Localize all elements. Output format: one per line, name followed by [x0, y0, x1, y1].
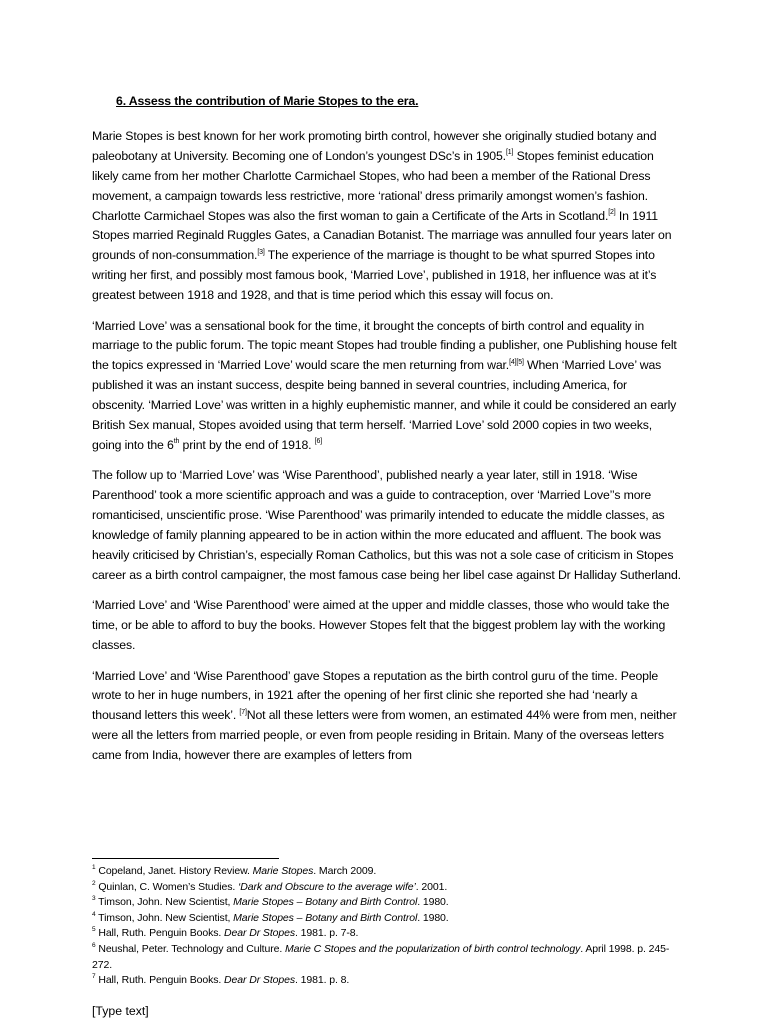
text-run: In 1911 Stopes married Reginald Ruggles Gates, a Canadian Botanist. The marriage was annulled four years later on grounds of non-consummation. — [92, 208, 672, 263]
text-run: The experience of the marriage is thought to be what spurred Stopes into writing her first, and possibly most famous book, ‘Married Love’, published in 1918, her influence was at it’s greatest between 1918 and 1928, and that is time period which this essay will focus on. — [92, 248, 657, 303]
citation-title: ‘Dark and Obscure to the average wife’ — [238, 880, 416, 893]
reference-marker: [6] — [314, 438, 323, 446]
text-run: . 1981. p. 8. — [295, 974, 350, 987]
text-run: . 1980. — [417, 911, 449, 924]
reference-marker: 3 — [92, 895, 96, 903]
footnotes-section — [92, 858, 682, 989]
reference-marker: 7 — [92, 973, 96, 981]
text-run: Timson, John. New Scientist, — [95, 911, 234, 924]
paragraph — [92, 317, 682, 456]
footnote — [92, 895, 682, 911]
footnote — [92, 880, 682, 896]
text-run: . 2001. — [415, 880, 448, 893]
text-run: Marie Stopes is best known for her work promoting birth control, however she originally studied botany and paleobotany at University. Becoming one of London’s youngest DSc’s in 1905. — [92, 128, 657, 163]
reference-marker: 2 — [92, 879, 96, 887]
text-run: print by the end of 1918. — [179, 438, 315, 452]
text-run: . April 1998. p. 245-272. — [92, 942, 670, 971]
reference-marker: 4 — [92, 910, 96, 918]
reference-marker: 6 — [92, 941, 96, 949]
paragraph — [92, 127, 682, 306]
footnote-list — [92, 864, 682, 989]
text-run: . 1981. p. 7-8. — [295, 927, 359, 940]
text-run: Timson, John. New Scientist, — [95, 896, 234, 909]
text-run: . March 2009. — [313, 865, 377, 877]
reference-marker: [2] — [608, 208, 616, 216]
reference-marker: [4][5] — [509, 358, 524, 366]
text-run: The follow up to ‘Married Love’ was ‘Wise Parenthood’, published nearly a year later, still in 1918. ‘Wise Parenthood’ took a more scientific approach and was a guide to contraception, over ‘Married Love’’s more romanticised, unscientific prose. ‘Wise Parenthood’ was primarily intended to educate the middle classes, as knowledge of family planning appeared to be in action within the more educated and affluent. The book was heavily criticised by Christian’s, especially Roman Catholics, but this was not a sole case of criticism in Stopes career as a birth control campaigner, the most famous case being her libel case against Dr Halliday Sutherland. — [92, 468, 681, 582]
citation-title: Marie C Stopes and the popularization of birth control technology — [285, 942, 581, 955]
citation-title: Marie Stopes – Botany and Birth Control — [233, 911, 418, 924]
citation-title: Dear Dr Stopes — [224, 927, 296, 940]
reference-marker: [1] — [505, 149, 514, 157]
text-run: ‘Married Love’ and ‘Wise Parenthood’ gave Stopes a reputation as the birth control guru of the time. People wrote to her in huge numbers, in 1921 after the opening of her first clinic she reported she had ‘nearly a thousand letters this week’. — [92, 668, 659, 723]
citation-title: Marie Stopes – Botany and Birth Control — [233, 896, 418, 909]
text-run: Not all these letters were from women, an estimated 44% were from men, neither were all the letters from married people, or even from people residing in Britain. Many of the overseas letters came from India, however there are examples of letters from — [92, 708, 677, 763]
footnote — [92, 973, 682, 989]
reference-marker: [3] — [257, 248, 265, 256]
paragraph — [92, 596, 682, 656]
reference-marker: 1 — [92, 863, 96, 871]
text-run: Hall, Ruth. Penguin Books. — [95, 974, 225, 987]
citation-title: Marie Stopes — [252, 865, 314, 877]
text-run: ‘Married Love’ and ‘Wise Parenthood’ were aimed at the upper and middle classes, those who would take the time, or be able to afford to buy the books. However Stopes felt that the biggest problem lay with the working classes. — [92, 598, 670, 653]
text-run: ‘Married Love’ was a sensational book for the time, it brought the concepts of birth control and equality in marriage to the public forum. The topic meant Stopes had trouble finding a publisher, one Publishing house felt the topics expressed in ‘Married Love’ would scare the men returning from war. — [92, 318, 677, 373]
footnote — [92, 911, 682, 927]
text-run: . 1980. — [417, 896, 449, 909]
paragraph — [92, 667, 682, 767]
citation-title: Dear Dr Stopes — [224, 974, 296, 987]
text-run: Hall, Ruth. Penguin Books. — [95, 927, 225, 940]
footnote-separator — [92, 858, 279, 859]
page-footer: [Type text] — [92, 1004, 149, 1018]
essay-body — [92, 127, 682, 766]
text-run: When ‘Married Love’ was published it was an instant success, despite being banned in several countries, including America, for obscenity. ‘Married Love’ was written in a highly euphemistic manner, and while it could be considered an early British Sex manual, Stopes avoided using that term herself. ‘Married Love’ sold 2000 copies in two weeks, going into the 6 — [92, 358, 677, 452]
footnote — [92, 942, 682, 973]
paragraph — [92, 466, 682, 585]
reference-marker: 5 — [92, 926, 96, 934]
reference-marker: th — [173, 438, 180, 446]
reference-marker: [7] — [239, 708, 247, 716]
text-run: Stopes feminist education likely came from her mother Charlotte Carmichael Stopes, who had been a member of the Rational Dress movement, a campaign towards less restrictive, more ‘rational’ dress primarily amongst women’s fashion. Charlotte Carmichael Stopes was also the first woman to gain a Certificate of the Arts in Scotland. — [92, 148, 654, 223]
footnote — [92, 864, 682, 880]
text-run: Neushal, Peter. Technology and Culture. — [95, 942, 286, 955]
text-run: Copeland, Janet. History Review. — [95, 865, 253, 877]
document-page — [92, 92, 682, 777]
text-run: Quinlan, C. Women’s Studies. — [95, 880, 239, 893]
footnote — [92, 926, 682, 942]
essay-heading: 6. Assess the contribution of Marie Stopes to the era. — [116, 94, 419, 108]
